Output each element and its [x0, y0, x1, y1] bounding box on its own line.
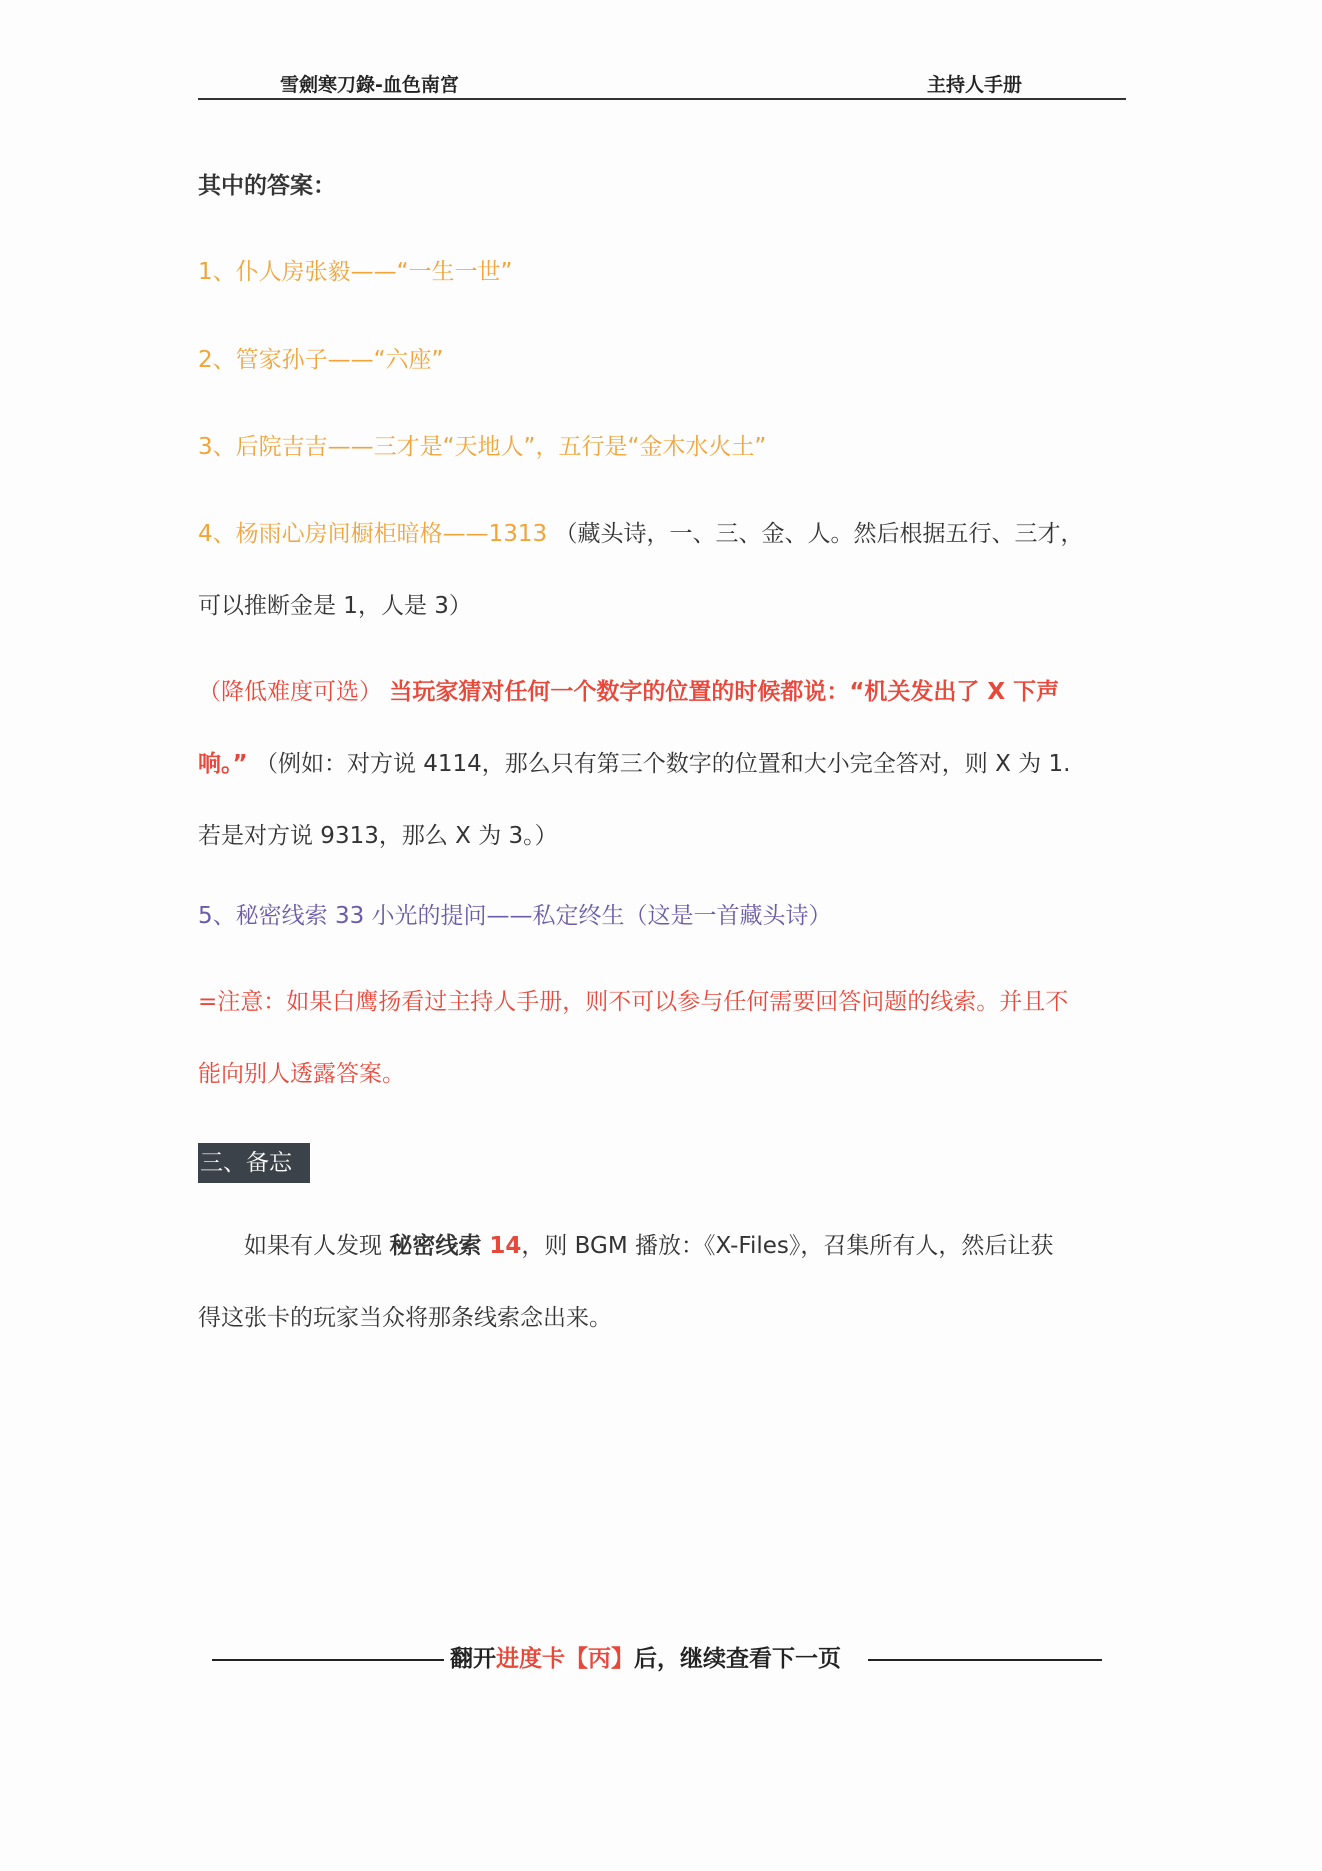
- memo-paragraph: [198, 1210, 1128, 1354]
- answer-3: 3、后院吉吉——三才是“天地人”，五行是“金木水火土”: [198, 434, 767, 460]
- optional-prefix: （降低难度可选）: [198, 679, 382, 705]
- notice-line-2: 能向别人透露答案。: [198, 1061, 405, 1087]
- answer-2: 2、管家孙子——“六座”: [198, 347, 444, 373]
- header-left-title: 雪劍寒刀錄-血色南宮: [280, 74, 459, 96]
- memo-text-1: 如果有人发现: [244, 1233, 390, 1259]
- optional-example: （例如：对方说 4114，那么只有第三个数字的位置和大小完全答对，则 X 为 1.: [254, 751, 1071, 777]
- footer-text-1: 翻开: [450, 1646, 496, 1672]
- notice-line-1: =注意：如果白鹰扬看过主持人手册，则不可以参与任何需要回答问题的线索。并且不: [198, 989, 1069, 1015]
- answer-4-main: 4、杨雨心房间橱柜暗格——1313: [198, 521, 548, 547]
- footer-instruction: [212, 1640, 1102, 1680]
- answers-heading: 其中的答案：: [198, 173, 336, 199]
- memo-clue-number: 14: [481, 1233, 522, 1259]
- header-divider: [198, 98, 1126, 100]
- memo-clue-label: 秘密线索: [389, 1233, 482, 1259]
- optional-rule: 当玩家猜对任何一个数字的位置的时候都说：“机关发出了 X 下声: [389, 679, 1060, 705]
- memo-text-3: 得这张卡的玩家当众将那条线索念出来。: [198, 1305, 612, 1331]
- footer-text: [450, 1640, 841, 1673]
- answer-4-note-cont: 可以推断金是 1，人是 3）: [198, 593, 472, 619]
- optional-rule-cont: 响。”: [198, 751, 248, 777]
- optional-hint: [198, 656, 1128, 872]
- answer-4: [198, 498, 1128, 642]
- notice: [198, 966, 1128, 1110]
- answer-5: 5、秘密线索 33 小光的提问——私定终生（这是一首藏头诗）: [198, 903, 832, 929]
- memo-text-2: ，则 BGM 播放：《X-Files》，召集所有人，然后让获: [521, 1233, 1054, 1259]
- footer-rule-left: [212, 1659, 444, 1661]
- optional-example-cont: 若是对方说 9313，那么 X 为 3。）: [198, 823, 558, 849]
- footer-text-2: 后，继续查看下一页: [634, 1646, 841, 1672]
- answer-1: 1、仆人房张毅——“一生一世”: [198, 259, 513, 285]
- memo-section-label: 三、备忘: [198, 1143, 310, 1183]
- footer-rule-right: [868, 1659, 1102, 1661]
- answer-4-note: （藏头诗，一、三、金、人。然后根据五行、三才，: [554, 521, 1084, 547]
- footer-progress-card: 进度卡【丙】: [496, 1646, 634, 1672]
- header-right-title: 主持人手册: [927, 74, 1023, 96]
